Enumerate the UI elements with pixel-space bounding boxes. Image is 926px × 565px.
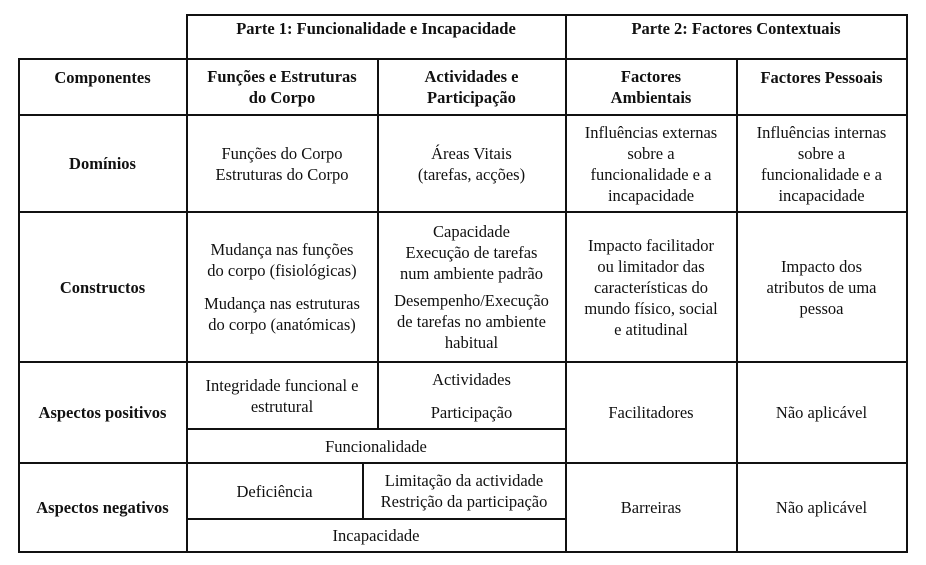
domains-personal: Influências internas sobre a funcionalidade e a incapacidade xyxy=(756,122,887,205)
negative-body: Deficiência xyxy=(236,481,313,501)
positive-environmental: Facilitadores xyxy=(608,403,694,422)
row-label-negative: Aspectos negativos xyxy=(36,498,169,517)
constructs-activities-performance: Desempenho/Execução de tarefas no ambiente habitual xyxy=(394,291,549,352)
constructs-activities-capacity: Capacidade Execução de tarefas num ambiente padrão xyxy=(400,222,543,283)
negative-personal: Não aplicável xyxy=(775,498,868,517)
negative-environmental: Barreiras xyxy=(620,498,682,517)
domains-activities: Áreas Vitais (tarefas, acções) xyxy=(417,143,526,184)
constructs-body xyxy=(187,213,377,361)
constructs-personal: Impacto dos atributos de uma pessoa xyxy=(766,256,877,318)
row-label-domains: Domínios xyxy=(69,154,136,173)
col-activities: Actividades e Participação xyxy=(424,67,519,107)
constructs-body-functions: Mudança nas funções do corpo (fisiológicas) xyxy=(207,240,357,280)
part2-header: Parte 2: Factores Contextuais xyxy=(631,18,841,38)
part1-header: Parte 1: Funcionalidade e Incapacidade xyxy=(236,18,516,38)
border-line xyxy=(18,551,907,553)
col-body: Funções e Estruturas do Corpo xyxy=(207,67,357,107)
negative-combined: Incapacidade xyxy=(332,526,420,545)
col-personal: Factores Pessoais xyxy=(760,67,883,87)
positive-personal: Não aplicável xyxy=(775,403,868,422)
positive-body: Integridade funcional e estrutural xyxy=(205,375,359,416)
domains-environmental: Influências externas sobre a funcionalidade e a incapacidade xyxy=(584,122,718,205)
col-components: Componentes xyxy=(54,67,151,87)
negative-activities: Limitação da actividade Restrição da participação xyxy=(380,471,548,511)
row-label-positive: Aspectos positivos xyxy=(38,403,167,422)
positive-combined: Funcionalidade xyxy=(325,436,427,456)
col-environmental: Factores Ambientais xyxy=(610,67,692,107)
domains-body: Funções do Corpo Estruturas do Corpo xyxy=(215,143,349,184)
positive-activities: Actividades Participação xyxy=(430,369,513,422)
constructs-body-structures: Mudança nas estruturas do corpo (anatómicas) xyxy=(204,294,360,334)
row-label-constructs: Constructos xyxy=(59,277,146,297)
border-line xyxy=(906,14,908,553)
constructs-environmental: Impacto facilitador ou limitador das características do mundo físico, social e atitudinal xyxy=(584,235,718,339)
constructs-activities xyxy=(378,213,565,361)
